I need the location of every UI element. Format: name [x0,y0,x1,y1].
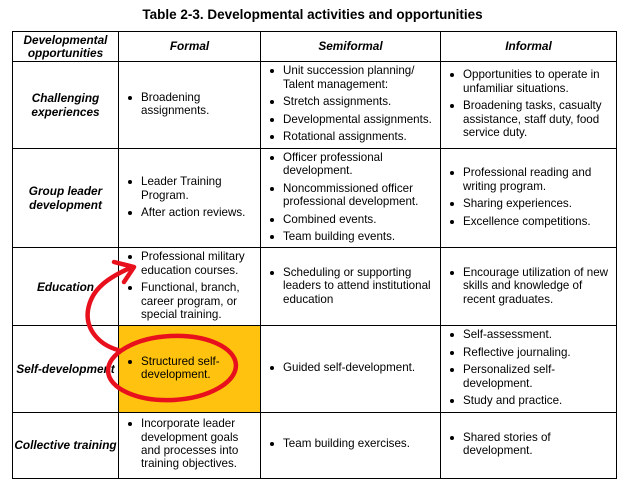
list-item: Excellence competitions. [463,215,612,228]
header-semiformal: Semiformal [261,32,441,62]
row-self-development [13,326,617,412]
list-item: Stretch assignments. [283,95,436,108]
list-item: Reflective journaling. [463,346,612,359]
row-challenging-experiences [13,62,617,149]
row-group-leader-development [13,149,617,248]
cell-formal [119,62,261,149]
cell-informal [441,62,617,149]
list-item: Encourage utilization of new skills and knowledge of recent graduates. [463,266,612,306]
list-item: Combined events. [283,213,436,226]
list-item: Leader Training Program. [141,175,256,202]
cell-semiformal [261,149,441,248]
row-collective-training [13,412,617,478]
list-item: Rotational assignments. [283,130,436,143]
list-item: Broadening assignments. [141,91,256,118]
list-item: Professional military education courses. [141,250,256,277]
table-title: Table 2-3. Developmental activities and opportunities [142,7,483,22]
cell-semiformal [261,412,441,478]
list-item: Developmental assignments. [283,113,436,126]
list-item: Broadening tasks, casualty assistance, staff duty, food service duty. [463,99,612,139]
cell-semiformal [261,248,441,326]
list-item: Study and practice. [463,394,612,407]
cell-formal [119,412,261,478]
list-item: Unit succession planning/ Talent management: [283,64,436,91]
list-item: Incorporate leader development goals and processes into training objectives. [141,417,256,471]
cell-informal [441,326,617,412]
list-item: Self-assessment. [463,328,612,341]
row-label: Education [13,248,119,326]
cell-formal [119,149,261,248]
cell-informal [441,412,617,478]
list-item: Professional reading and writing program. [463,166,612,193]
row-label: Collective training [13,412,119,478]
header-informal: Informal [441,32,617,62]
cell-formal-highlighted [119,326,261,412]
cell-semiformal [261,62,441,149]
list-item: Personalized self-development. [463,363,612,390]
row-label: Self-development [13,326,119,412]
header-row [13,32,617,62]
list-item: Team building events. [283,230,436,243]
list-item: Officer professional development. [283,151,436,178]
list-item: Noncommissioned officer professional development. [283,182,436,209]
row-education [13,248,617,326]
list-item: Shared stories of development. [463,431,612,458]
cell-informal [441,248,617,326]
list-item: Opportunities to operate in unfamiliar situations. [463,68,612,95]
list-item: Team building exercises. [283,437,436,450]
list-item: Guided self-development. [283,361,436,374]
cell-formal [119,248,261,326]
row-label: Challenging experiences [13,62,119,149]
cell-semiformal [261,326,441,412]
list-item: Structured self-development. [141,355,256,382]
cell-informal [441,149,617,248]
list-item: Functional, branch, career program, or special training. [141,281,256,321]
row-label: Group leader development [13,149,119,248]
list-item: Scheduling or supporting leaders to attend institutional education [283,266,436,306]
developmental-activities-table [12,31,617,479]
list-item: Sharing experiences. [463,197,612,210]
header-opportunities: Developmental opportunities [13,32,119,62]
list-item: After action reviews. [141,206,256,219]
header-formal: Formal [119,32,261,62]
